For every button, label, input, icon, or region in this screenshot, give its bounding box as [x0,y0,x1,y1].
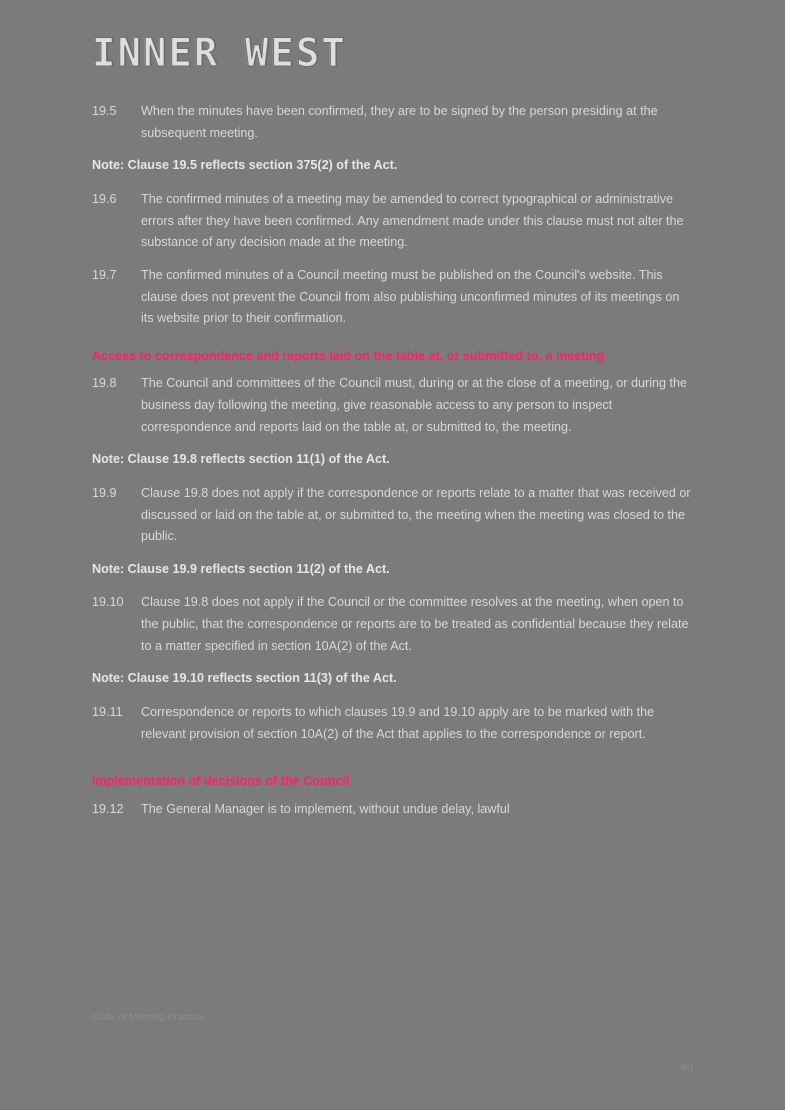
clause-text: Clause 19.8 does not apply if the Council or the committee resolves at the meeting, when open to the public, that the correspondence or reports are to be treated as confidential because they relate to a matter specified in section 10A(2) of the Act. [141,595,689,653]
clause-row [92,101,692,144]
clause-number: 19.7 [92,267,117,282]
clause-number: 19.9 [92,485,117,500]
clause-row [92,265,692,330]
section-heading: Implementation of decisions of the Council [92,774,350,789]
clause-text: The General Manager is to implement, without undue delay, lawful [141,801,510,816]
clause-text: When the minutes have been confirmed, they are to be signed by the person presiding at the subsequent meeting. [141,103,658,140]
section-heading: Access to correspondence and reports laid on the table at, or submitted to, a meeting [92,348,605,363]
clause-row [92,189,692,254]
clause-number: 19.10 [92,595,124,610]
clause-text: The Council and committees of the Council must, during or at the close of a meeting, or during the business day following the meeting, give reasonable access to any person to inspect correspondence and reports laid on the table at, or submitted to, the meeting. [141,376,688,434]
clause-row [92,799,692,821]
page-content [92,31,692,831]
clause-number: 19.11 [92,705,123,720]
clause-number: 19.5 [92,103,117,118]
clause-row [92,592,692,657]
clause-number: 19.6 [92,191,117,206]
clause-note: Note: Clause 19.5 reflects section 375(2) of the Act. [92,158,398,173]
clause-note: Note: Clause 19.10 reflects section 11(3) of the Act. [92,671,397,686]
document-body [92,101,692,821]
clause-number: 19.8 [92,376,117,391]
clause-text: The confirmed minutes of a Council meeting must be published on the Council's website. This clause does not prevent the Council from also publishing unconfirmed minutes of its meetings on its website prior to their confirmation. [141,267,680,326]
clause-note: Note: Clause 19.8 reflects section 11(1) of the Act. [92,452,390,467]
clause-row [92,483,692,548]
clause-row [92,373,692,438]
footer-document-title: Code of Meeting Practice [92,1012,204,1023]
clause-number: 19.12 [92,801,124,816]
clause-text: Correspondence or reports to which clauses 19.9 and 19.10 apply are to be marked with the relevant provision of section 10A(2) of the Act that applies to the correspondence or report. [141,705,655,741]
clause-text: Clause 19.8 does not apply if the correspondence or reports relate to a matter that was received or discussed or laid on the table at, or submitted to, the meeting when the meeting was closed to the public. [141,485,691,544]
clause-row [92,702,692,745]
clause-text: The confirmed minutes of a meeting may be amended to correct typographical or administrative errors after they have been confirmed. Any amendment made under this clause must not alter the substance of any decision made at the meeting. [141,191,684,250]
inner-west-logo: INNER WEST [92,31,347,76]
clause-note: Note: Clause 19.9 reflects section 11(2) of the Act. [92,561,390,576]
page-number: 60 [680,1062,693,1074]
